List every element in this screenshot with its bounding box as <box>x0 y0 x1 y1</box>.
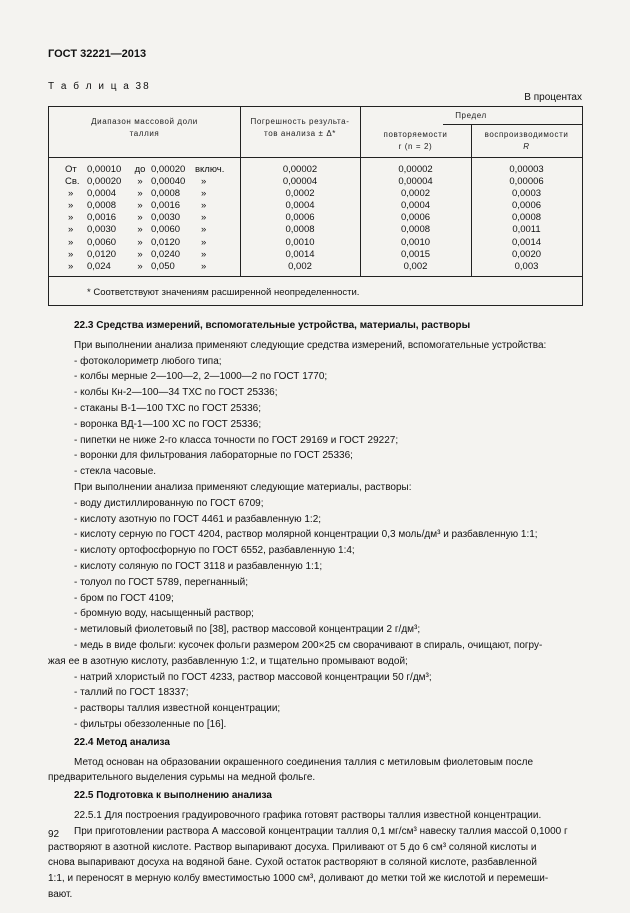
table-cell: 0,0014 <box>511 236 542 248</box>
footnote-separator-line <box>49 276 582 277</box>
table-cell: 0,0002 <box>400 188 431 200</box>
body-paragraph: - таллий по ГОСТ 18337; <box>74 687 189 699</box>
table-cell: » <box>137 236 143 248</box>
table-cell: 0,002 <box>403 260 428 272</box>
table-cell: 0,00010 <box>87 164 122 175</box>
col-prefix <box>65 164 87 273</box>
table-cell: » <box>137 212 143 224</box>
table-cell: 0,0008 <box>151 188 181 200</box>
table-cell: 0,003 <box>514 260 539 272</box>
body-paragraph: При выполнении анализа применяют следующие материалы, растворы: <box>74 481 412 493</box>
table-cell: » <box>137 260 143 272</box>
body-paragraph: - растворы таллия известной концентрации; <box>74 703 281 715</box>
table-cell: 0,0016 <box>151 200 181 212</box>
col-repeatability <box>360 164 471 273</box>
body-paragraph: - колбы мерные 2—100—2, 2—1000—2 по ГОСТ 1770; <box>74 371 328 383</box>
table-cell: включ. <box>195 164 225 175</box>
table-cell: » <box>201 212 207 224</box>
body-paragraph: - пипетки не ниже 2-го класса точности по ГОСТ 29169 и ГОСТ 29227; <box>74 434 399 446</box>
table-cell: 0,00004 <box>282 176 318 188</box>
table-cell: 0,0014 <box>285 248 315 260</box>
body-paragraph: - кислоту ортофосфорную по ГОСТ 6552, разбавленную 1:4; <box>74 545 355 557</box>
table-cell: » <box>137 188 143 200</box>
table-cell: » <box>68 200 74 212</box>
table-cell: 0,0004 <box>285 200 315 212</box>
header-repeatability <box>360 129 471 153</box>
body-paragraph: вают. <box>48 888 73 900</box>
table-cell: 0,0240 <box>151 248 181 260</box>
table-cell: 0,0011 <box>512 224 541 236</box>
table-caption: Т а б л и ц а 38 <box>48 81 151 92</box>
header-repeat-line-1: повторяемости <box>383 130 448 139</box>
table-cell: 0,00002 <box>398 164 433 175</box>
col-to <box>151 164 195 273</box>
body-paragraph: - воронка ВД-1—100 ХС по ГОСТ 25336; <box>74 418 262 430</box>
table-cell: 0,0008 <box>285 224 315 236</box>
table-cell: 0,0006 <box>285 212 315 224</box>
body-paragraph: При выполнении анализа применяют следующие средства измерений, вспомогательные устройства: <box>74 339 547 351</box>
body-paragraph: - толуол по ГОСТ 5789, перегнанный; <box>74 576 248 588</box>
section-heading: 22.4 Метод анализа <box>74 736 170 748</box>
body-paragraph: Метод основан на образовании окрашенного соединения таллия с метиловым фиолетовым после <box>74 756 534 768</box>
table-cell: » <box>201 248 207 260</box>
table-cell: Св. <box>65 176 80 188</box>
document-body <box>48 316 583 903</box>
table-cell: 0,00002 <box>282 164 318 175</box>
table-cell: 0,00020 <box>151 164 186 175</box>
table-cell: » <box>137 176 143 188</box>
table-cell: 0,0120 <box>151 236 181 248</box>
table-cell: 0,0030 <box>151 212 181 224</box>
table-cell: 0,0006 <box>400 212 431 224</box>
body-paragraph: - кислоту азотную по ГОСТ 4461 и разбавленную 1:2; <box>74 513 322 525</box>
table-cell: » <box>68 188 74 200</box>
table-cell: 0,0008 <box>400 224 431 236</box>
body-paragraph: - стекла часовые. <box>74 466 157 478</box>
table-cell: 0,0002 <box>285 188 315 200</box>
table-cell: 0,0120 <box>87 248 117 260</box>
table-cell: » <box>201 236 207 248</box>
header-range <box>49 116 240 140</box>
header-range-line-1: Диапазон массовой доли <box>91 117 198 126</box>
body-paragraph: - воронки для фильтрования лабораторные по ГОСТ 25336; <box>74 450 353 462</box>
table-cell: » <box>68 248 74 260</box>
table-cell: до <box>134 164 146 175</box>
header-reprod-line-2: R <box>523 142 530 151</box>
table-cell: 0,00006 <box>509 176 544 188</box>
col-mid <box>131 164 149 273</box>
body-paragraph: - медь в виде фольги: кусочек фольги размером 200×25 см сворачивают в спираль, очищают, погру- <box>74 639 543 651</box>
limit-subheader-line <box>443 124 582 125</box>
table-cell: » <box>137 200 143 212</box>
table-units: В процентах <box>524 92 582 103</box>
table-cell: 0,0008 <box>511 212 542 224</box>
table-cell: 0,00040 <box>151 176 186 188</box>
table-cell: 0,0003 <box>511 188 542 200</box>
body-paragraph: - воду дистиллированную по ГОСТ 6709; <box>74 497 264 509</box>
table-cell: » <box>68 236 74 248</box>
body-paragraph: - фильтры обеззоленные по [16]. <box>74 718 227 730</box>
body-paragraph: - бромную воду, насыщенный раствор; <box>74 608 254 620</box>
table-cell: 0,0006 <box>511 200 542 212</box>
col-reproducibility <box>471 164 582 273</box>
table-cell: 0,0015 <box>400 248 431 260</box>
table-cell: » <box>201 260 207 272</box>
table-cell: 0,0030 <box>87 224 117 236</box>
table-cell: 0,00004 <box>398 176 433 188</box>
table-cell: » <box>201 224 207 236</box>
body-paragraph: 22.5.1 Для построения градуировочного графика готовят растворы таллия известной концентрации. <box>74 809 542 821</box>
body-paragraph: жая ее в азотную кислоту, разбавленную 1:2, и тщательно промывают водой; <box>48 655 408 667</box>
section-heading: 22.5 Подготовка к выполнению анализа <box>74 790 272 802</box>
section-heading: 22.3 Средства измерений, вспомогательные устройства, материалы, растворы <box>74 320 471 331</box>
table-footnote: * Соответствуют значениям расширенной неопределенности. <box>87 287 360 298</box>
table-cell: 0,0060 <box>87 236 117 248</box>
header-range-line-2: таллия <box>129 129 160 138</box>
data-table <box>48 106 583 306</box>
table-cell: 0,0004 <box>400 200 431 212</box>
col-error <box>240 164 360 273</box>
body-paragraph: При приготовлении раствора А массовой концентрации таллия 0,1 мг/см³ навеску таллия массой 0,1000 г <box>74 825 568 837</box>
table-cell: 0,002 <box>288 260 312 272</box>
body-paragraph: - натрий хлористый по ГОСТ 4233, раствор массовой концентрации 50 г/дм³; <box>74 671 432 683</box>
body-paragraph: 1:1, и переносят в мерную колбу вместимостью 1000 см³, доливают до метки той же кислотой и перемеши- <box>48 873 549 885</box>
table-cell: 0,0004 <box>87 188 117 200</box>
header-bottom-line <box>49 157 582 158</box>
page-number: 92 <box>48 829 60 840</box>
body-paragraph: - кислоту серную по ГОСТ 4204, раствор молярной концентрации 0,3 моль/дм³ и разбавленную 1:1; <box>74 529 538 541</box>
table-cell: 0,0010 <box>285 236 315 248</box>
body-paragraph: - метиловый фиолетовый по [38], раствор массовой концентрации 2 г/дм³; <box>74 624 421 636</box>
body-paragraph: снова выпаривают досуха на водяной бане. Сухой остаток растворяют в соляной кислоте, разбавленной <box>48 857 537 869</box>
header-reprod-line-1: воспроизводимости <box>484 130 569 139</box>
document-header: ГОСТ 32221—2013 <box>48 48 147 60</box>
header-error-line-1: Погрешность результа- <box>250 117 350 126</box>
header-repeat-line-2: r (n = 2) <box>398 142 433 151</box>
table-cell: 0,0016 <box>87 212 117 224</box>
table-cell: 0,050 <box>151 260 175 272</box>
table-cell: » <box>201 200 207 212</box>
header-limit: Предел <box>455 111 487 120</box>
table-cell: 0,00003 <box>509 164 544 175</box>
table-cell: 0,0010 <box>400 236 431 248</box>
table-cell: » <box>68 212 74 224</box>
table-cell: » <box>137 224 143 236</box>
table-cell: » <box>201 176 207 188</box>
header-error-line-2: тов анализа ± Δ* <box>264 129 336 138</box>
col-inclusive <box>195 164 235 273</box>
table-cell: 0,0020 <box>511 248 542 260</box>
body-paragraph: - фотоколориметр любого типа; <box>74 355 222 367</box>
table-cell: » <box>201 188 207 200</box>
header-error <box>240 116 360 140</box>
table-cell: » <box>137 248 143 260</box>
body-paragraph: - кислоту соляную по ГОСТ 3118 и разбавленную 1:1; <box>74 560 323 572</box>
body-paragraph: - бром по ГОСТ 4109; <box>74 592 174 604</box>
body-paragraph: предварительного выделения сурьмы на медной фольге. <box>48 772 316 784</box>
table-cell: 0,0060 <box>151 224 181 236</box>
table-cell: 0,0008 <box>87 200 117 212</box>
table-cell: » <box>68 260 74 272</box>
table-cell: » <box>68 224 74 236</box>
body-paragraph: - колбы Кн-2—100—34 ТХС по ГОСТ 25336; <box>74 387 278 399</box>
table-cell: 0,024 <box>87 260 111 272</box>
table-cell: От <box>65 164 77 175</box>
table-cell: 0,00020 <box>87 176 122 188</box>
body-paragraph: - стаканы В-1—100 ТХС по ГОСТ 25336; <box>74 402 262 414</box>
header-reproducibility <box>471 129 582 153</box>
col-from <box>87 164 129 273</box>
body-paragraph: растворяют в азотной кислоте. Раствор выпаривают досуха. Приливают от 5 до 6 см³ соляной кислоты и <box>48 841 537 853</box>
